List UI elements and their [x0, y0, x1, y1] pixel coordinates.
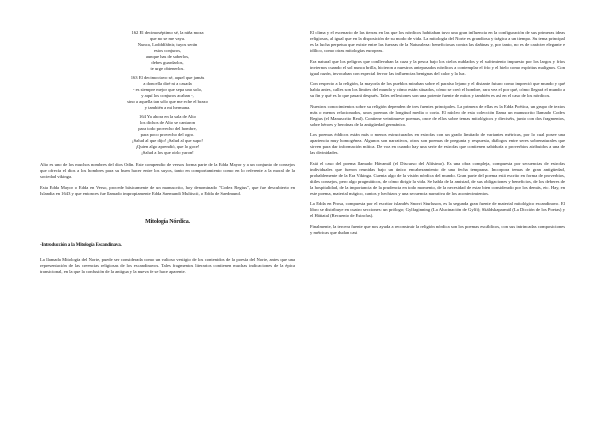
body-paragraph: Con respecto a la religión, la mayoría de los pueblos miraban sobre el paraíso lejano y el distante futuro como impreció que mundo y qué había antes, calles son los límites del mundo y cómo están situados, cómo se creó el hombre, rara vez el por qué, cómo llegará el mundo a su fin y qué es lo que pasará después. Tales reflexiones son una potente fuente de mitos y también es así en el caso de los nórdicos. [310, 81, 565, 98]
verse-line: - es siempre mejor que sepa uno solo, [132, 87, 203, 92]
section-subtitle: -Introducción a la Mitología Escandinava. [40, 242, 122, 248]
verse-line: ¡Quien algo aprendió, que lo goce! [135, 144, 200, 149]
body-paragraph: Era natural que los peligros que conllevaban la caza y la pesca bajo los cielos nublados y el sufrimiento impuesto por los largos y fríos inviernos cuando el sol nunca brilla, hicieron a nuestros antepasados nórdicos a contemplar el frío y el hielo como espíritus malignos. Con igual razón, invocaban con especial fervor las influencias benignas del calor y la luz. [310, 58, 565, 76]
verse-line: los dichos de Alto se cantaron [140, 120, 195, 125]
verse-line: Nunca, Lodddfáfnir, tuyos serán [137, 42, 198, 47]
verse-line: estos conjuros, [153, 48, 182, 53]
body-paragraph: Esta Edda Mayor o Edda en Verso, procede básicamente de un manuscrito, hoy denominado "Codex Regius", que fue descubierto en Islandia en 1643 y que entonces fue llamado impropiamente Edda Saemundi Multiscii, o Edda de Saedmund. [40, 184, 295, 196]
verse-line: debes guardarlos, [151, 60, 184, 65]
body-paragraph: Nuestros conocimientos sobre su religión dependen de tres fuentes principales. La primera de ellas es la Edda Poética, un grupo de textos más o menos relacionados, unos poemas de longitud media o corta. El núcleo de esta colección llama un manuscrito llamado Codex Regius (el Manuscrito Real). Contiene veintinueve poemas, once de ellos sobre temas mitológicos y dieciséis, junto con dos fragmentos, sobre héroes y heroínas de la antigüedad germánica. [310, 103, 565, 127]
verse-line: aunque has de saberlos, [145, 54, 190, 59]
left-column [40, 30, 295, 279]
verse-line: 163 El decimoctavo sé, aquel que jamás [130, 75, 205, 80]
body-paragraph: Los poemas éddicos están más o menos estructurados en estrofas con un grado limitado de variantes métricas, por lo cual posee una apariencia muy homogénea. Algunos son narrativos, otros son poemas de pregunta y respuesta, diálogos entre seres sobrenaturales que sirven para dar información mítica. De voz en cuando hay una serie de estrofas que contienen sabiduría o proverbios atribuidos a una de las divinidades. [310, 132, 565, 155]
verse-line: sino a aquella tan sólo que me eche el brazo [127, 99, 208, 104]
verse-line: que no se me vaya. [149, 36, 186, 41]
right-column [310, 30, 565, 240]
body-paragraph: El clima y el escenario de las tierras en las que los nórdicos habitaban tuvo una gran influencia en la configuración de sus primeras ideas religiosas, al igual que en la disposición de su modo de vida. La mitología del Norte es grandiosa y trágica a un tiempo. Su tema principal es la lucha perpetua que existe entre las fuerzas de la Naturaleza: beneficiosas contra las dañinas y, por tanto, no es de carácter elegante e idílico, como otras mitologías europeas. [310, 30, 565, 53]
verse-line: y también a mi hermana. [144, 105, 191, 110]
verse-line: a doncella diré ni a casada [143, 81, 192, 86]
verse-line: para poco provecho del ogro. [140, 132, 195, 137]
body-paragraph: Está el caso del poema llamado Hávamál (el Discurso del Altísimo). Es una obra compleja, compuesta por secuencias de estrofas individuales que fueron reunidas bajo un único encabezamiento de una fecha temprana. Incorpora temas de gran antigüedad, probablemente de la Era Vikinga. Cuenta algo de la visión nórdica del mundo. Gran parte del poema está escrito en forma de proverbios, útiles consejos, pero algo pragmáticos, de cómo dirigir la vida. Se habla de la amistad, de sus obligaciones y beneficios, de los deberes de la hospitalidad, de la importancia de la prudencia en todo momento, de la necesidad de estar bien considerado por los demás, etc. Hay, en este poema, material mágico, cantos y hechizos y una secuencia narrativa de los acontecimientos. [310, 160, 565, 196]
verse-line: te urge obtenerlos. [150, 66, 185, 71]
body-paragraph: La llamada Mitología del Norte, puede ser considerada como un valioso vestigio de los contenidos de la poesía del Norte, antes que una representación de las creencias religiosas de los escandinavos. Tales fragmentos literarios contienen muchas indicaciones de la épica transicional, en la que la confusión de la antigua y la nueva fe se hace aparente. [40, 256, 295, 274]
verse-stanza [40, 30, 295, 72]
body-paragraph: Alto es uno de los muchos nombres del dios Odín. Este compendio de versos forma parte de la Edda Mayor y a un conjunto de consejos que ofrecía el dios a los hombres para su buen hacer entre los suyos, tanto en comportamiento como en lo referente a la moral de la sociedad vikinga. [40, 162, 295, 179]
section-title: Mitología Nórdica. [145, 218, 190, 225]
verse-line: 162 El decimoséptimo sé, la niña moza [131, 30, 204, 35]
verse-line: ¡Salud al que dijo! ¡Salud al que supo! [132, 138, 203, 143]
body-paragraph: Finalmente, la tercera fuente que nos ayuda a reconstruir la religión nórdica son los poemas escáldicos, con sus intrincadas composiciones y métricas que dudan casi [310, 223, 565, 235]
verse-stanza [40, 114, 295, 156]
verse-block [40, 30, 295, 156]
body-paragraph: La Edda en Prosa, compuesta por el escritor islandés Snorri Sturluson, es la segunda gran fuente de material mitológico escandinavo. El libro se distribuye en cuatro secciones: un prólogo; Gylfaginning (La Alucinación de Gylfi); Skáldskaparmál (La Dicción de los Poetas) y el Háttatal (Recuento de Estrofas). [310, 201, 565, 218]
verse-line: para todo provecho del hombre, [138, 126, 197, 131]
verse-line: 164 Ya ahora en la sala de Alto [139, 114, 196, 119]
verse-line: y aquí los conjuros acaban -, [141, 93, 194, 98]
verse-stanza [40, 75, 295, 111]
verse-line: ¡Salud a los que oirlo yaron! [141, 150, 194, 155]
